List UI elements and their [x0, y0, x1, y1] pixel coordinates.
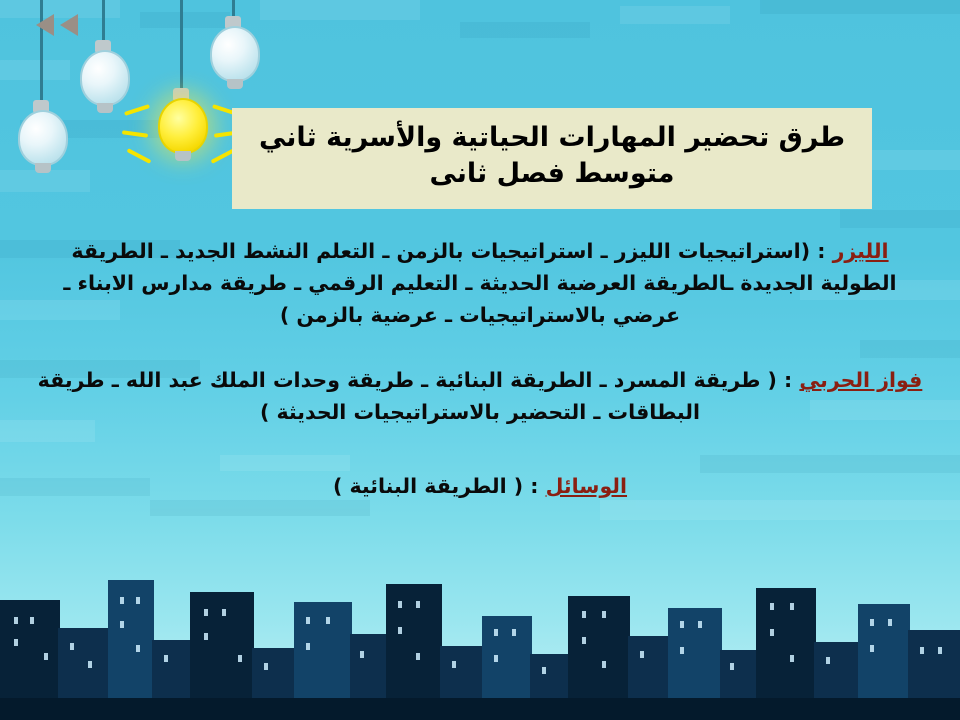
play-arrow-icon[interactable] — [36, 14, 54, 36]
page-title-line-1: طرق تحضير المهارات الحياتية والأسرية ثاني — [258, 122, 846, 153]
city-skyline-icon — [0, 490, 960, 720]
section-label-fawaz: فواز الحربي — [799, 368, 923, 393]
navigation-arrows[interactable] — [36, 14, 78, 36]
separator: : — [776, 368, 800, 393]
ground-strip — [0, 698, 960, 720]
section-fawaz — [36, 365, 924, 429]
page-title-line-2: متوسط فصل ثانى — [429, 158, 675, 190]
section-text-laser: (استراتيجيات الليزر ـ استراتيجيات بالزمن ـ التعلم النشط الجديد ـ الطريقة الطولية الجديدة ـالطريقة العرضية الحديثة ـ التعليم الرقمي ـ طريقة مدارس الابناء ـ عرضي بالاستراتيجيات ـ عرضية بالزمن ) — [63, 239, 897, 327]
content-body — [36, 236, 924, 509]
separator: : — [810, 239, 833, 263]
play-arrow-icon[interactable] — [60, 14, 78, 36]
separator: : — [523, 473, 546, 498]
section-label-laser: الليزر — [832, 239, 889, 263]
title-box — [232, 108, 872, 209]
section-text-fawaz: ( طريقة المسرد ـ الطريقة البنائية ـ طريقة وحدات الملك عبد الله ـ طريقة البطاقات ـ التحضير بالاستراتيجيات الحديثة ) — [37, 368, 777, 425]
section-label-means: الوسائل — [545, 473, 628, 498]
section-laser — [36, 236, 924, 331]
section-text-means: ( الطريقة البنائية ) — [332, 473, 524, 498]
